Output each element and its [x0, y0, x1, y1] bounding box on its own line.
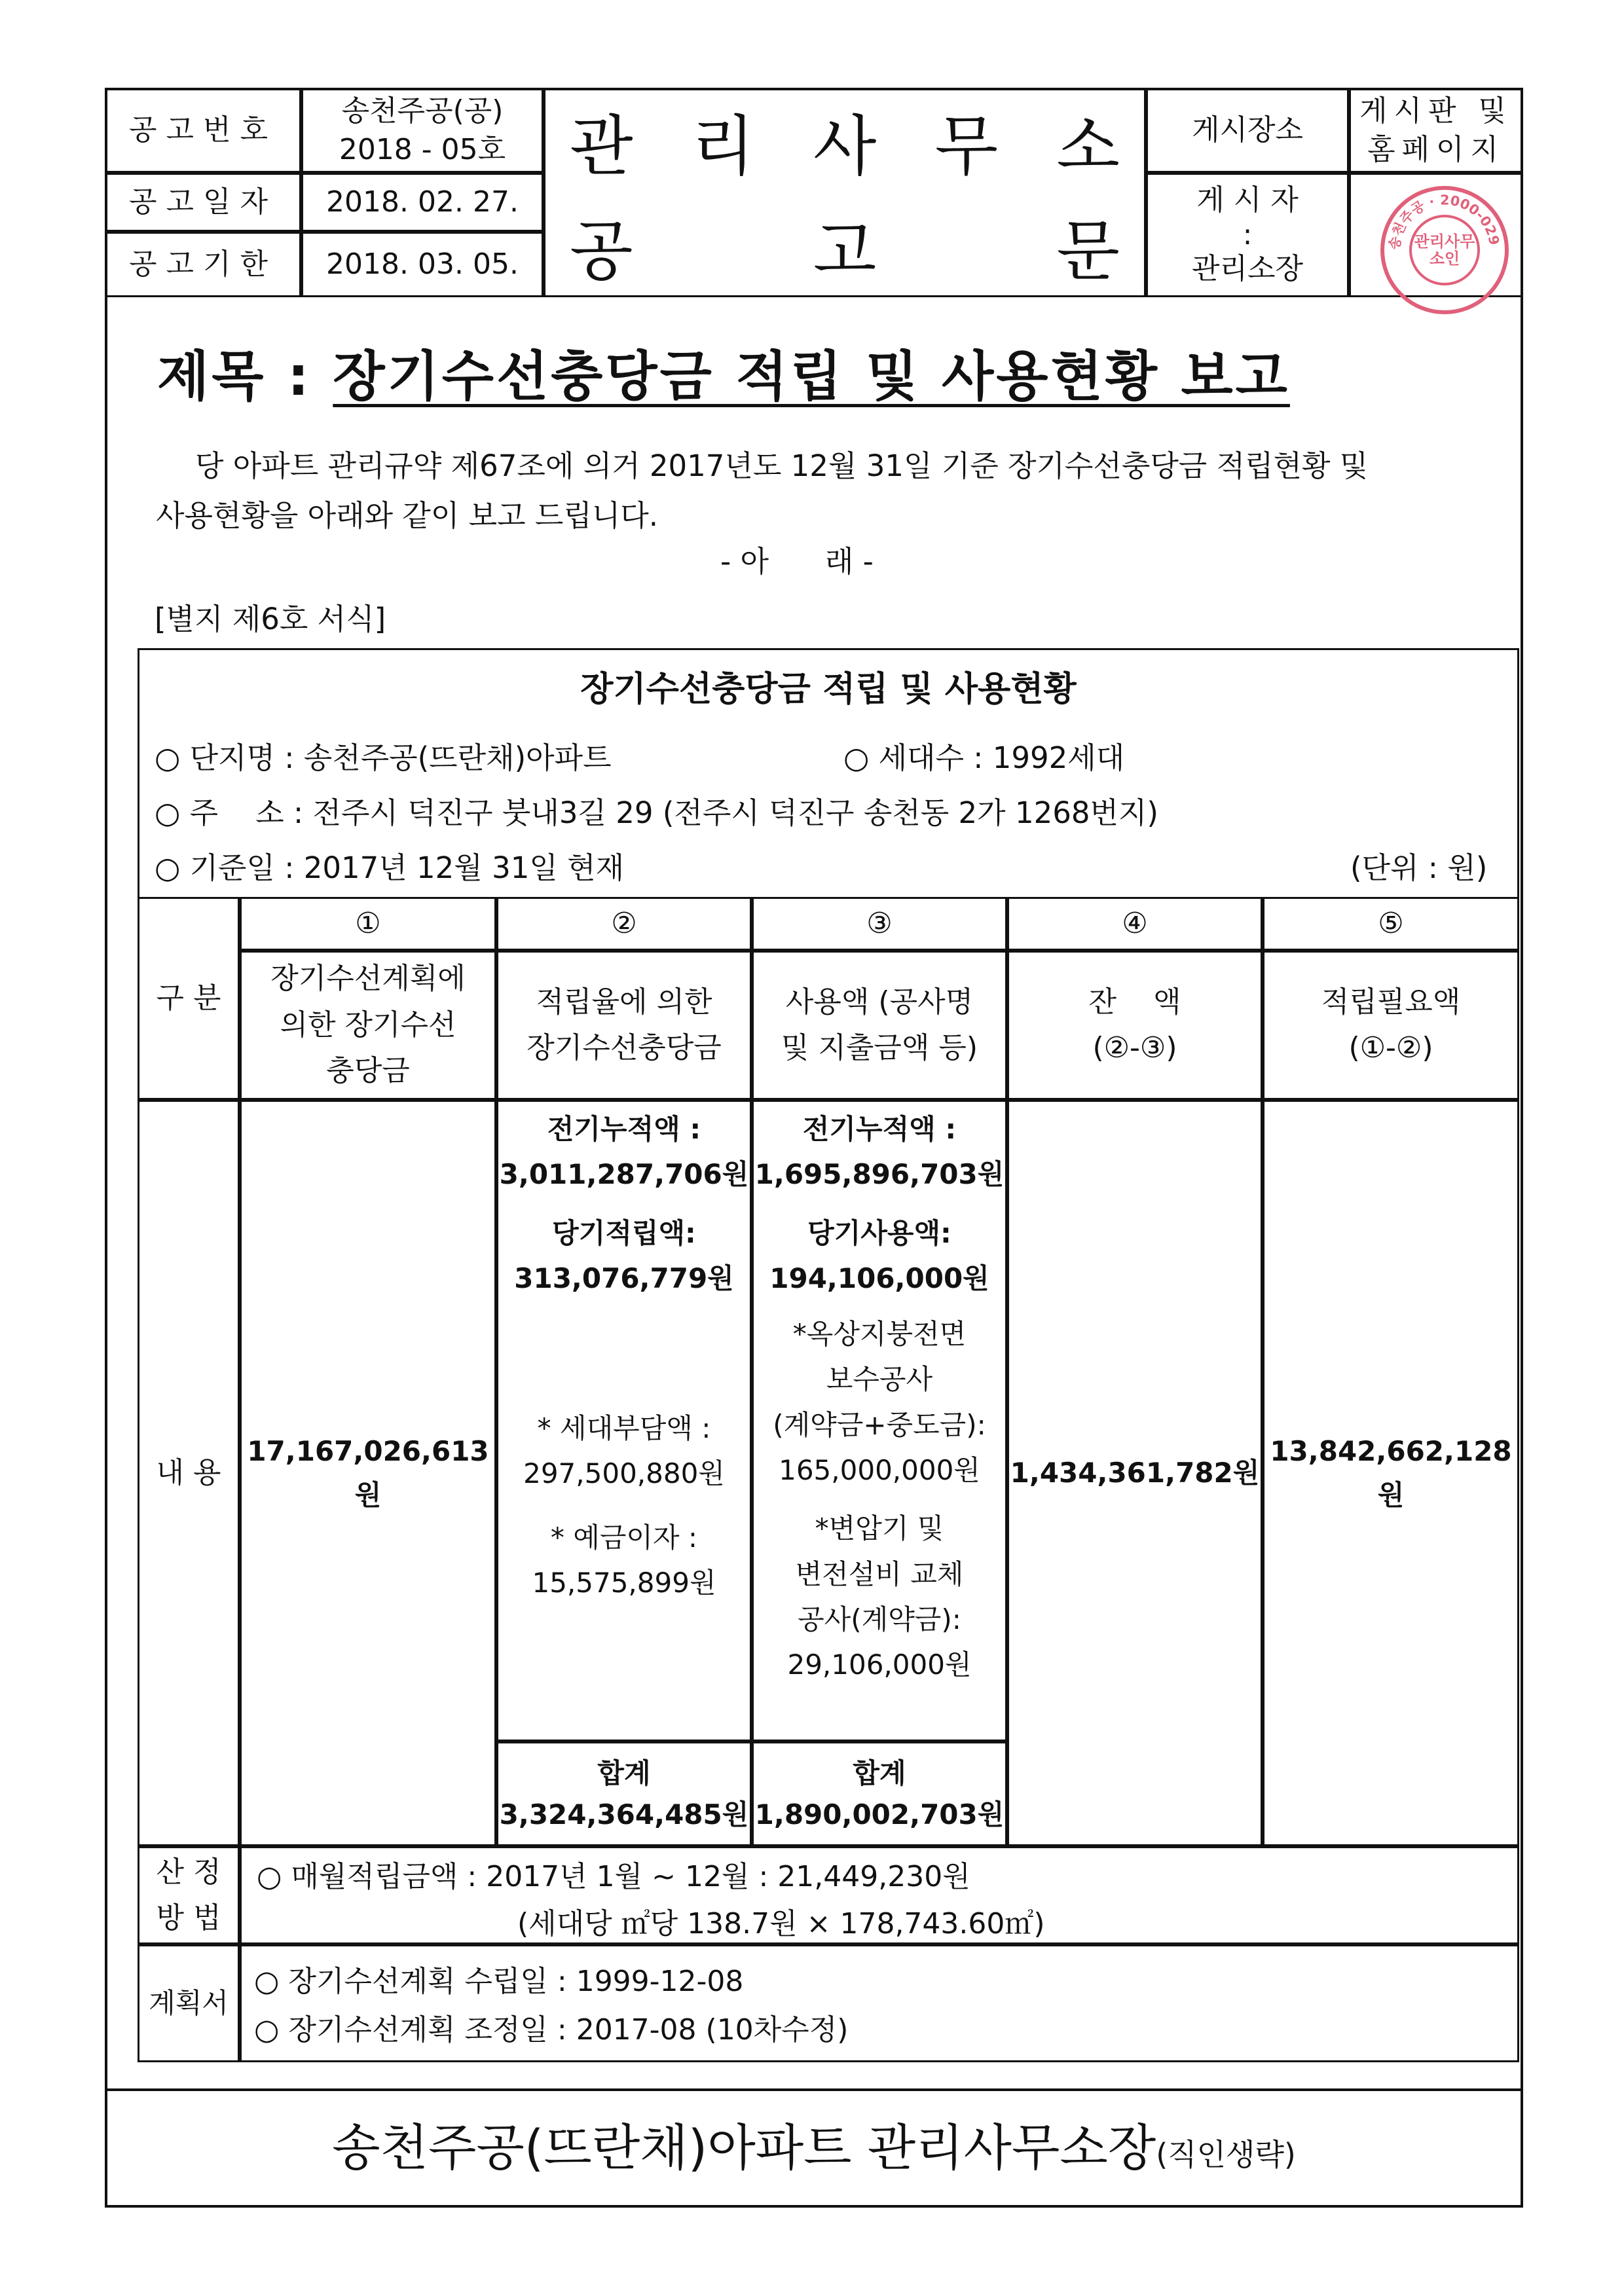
poster-label — [1146, 173, 1349, 297]
col2-details — [496, 1106, 752, 1605]
notice-title-char: 고 — [813, 213, 877, 289]
notice-title-char: 문 — [1056, 213, 1120, 289]
notice-title-char: 공 — [570, 213, 633, 289]
col3-total — [752, 1741, 1007, 1846]
address: ○ 주 소 : 전주시 덕진구 붓내3길 29 (전주시 덕진구 송천동 2가 1268번지) — [155, 795, 1158, 830]
col-num-3: ③ — [752, 897, 1007, 951]
col-num-4: ④ — [1007, 897, 1263, 951]
col3-total-label: 합계 — [853, 1757, 906, 1789]
post-place-value — [1349, 88, 1523, 173]
col3-total-value: 1,890,002,703원 — [754, 1798, 1005, 1831]
col5-value: 13,842,662,128원 — [1263, 1100, 1519, 1846]
col3-prev-label: 전기누적액 : — [802, 1113, 957, 1145]
category-label: 구 분 — [138, 897, 240, 1100]
col2-total-label: 합계 — [597, 1757, 651, 1789]
intro-line1: 당 아파트 관리규약 제67조에 의거 2017년도 12월 31일 기준 장기수선충당금 적립현황 및 — [195, 448, 1369, 483]
footer-divider — [105, 2088, 1523, 2091]
poster-label-line2: : — [1242, 217, 1253, 251]
col3-item2-line2: 변전설비 교체 — [795, 1558, 964, 1590]
base-date: ○ 기준일 : 2017년 12월 31일 현재 — [155, 850, 625, 885]
method-line1: ○ 매월적립금액 : 2017년 1월 ~ 12월 : 21,449,230원 — [257, 1860, 970, 1893]
col-header-2: 적립율에 의한 장기수선충당금 — [496, 951, 752, 1100]
col3-item2-line1: *변압기 및 — [815, 1512, 944, 1545]
notice-date-value: 2018. 02. 27. — [301, 173, 544, 232]
col1-value: 17,167,026,613원 — [240, 1100, 496, 1846]
col2-total — [496, 1741, 752, 1846]
table-heading: 장기수선충당금 적립 및 사용현황 — [580, 670, 1077, 709]
poster-label-line3: 관리소장 — [1191, 252, 1303, 286]
plan-line2: ○ 장기수선계획 조정일 : 2017-08 (10차수정) — [254, 2013, 849, 2047]
notice-no-value-line1: 송천주공(공) — [341, 94, 504, 128]
col-num-5: ⑤ — [1263, 897, 1519, 951]
post-place-value-line1: 게시판 및 — [1359, 94, 1513, 128]
col2-total-value: 3,324,364,485원 — [499, 1798, 749, 1831]
col2-curr-label: 당기적립액: — [552, 1216, 696, 1249]
notice-no-label: 공고번호 — [105, 88, 301, 173]
col-num-2: ② — [496, 897, 752, 951]
col3-item2-line4: 29,106,000원 — [787, 1649, 972, 1681]
col3-item1-line3: (계약금+중도금): — [773, 1408, 986, 1441]
seal-center: 관리사무소인 — [1409, 215, 1480, 285]
col-header-4: 잔 액 (②-③) — [1007, 951, 1263, 1100]
footer-seal-omitted: (직인생략) — [1156, 2137, 1296, 2172]
notice-date-label: 공고일자 — [105, 173, 301, 232]
col2-interest-label: * 예금이자 : — [550, 1521, 698, 1554]
col3-item1-line2: 보수공사 — [826, 1363, 933, 1396]
svg-text:송천주공 · 2000-029: 송천주공 · 2000-029 — [1386, 192, 1503, 251]
notice-deadline-value: 2018. 03. 05. — [301, 232, 544, 297]
col-header-5: 적립필요액 (①-②) — [1263, 951, 1519, 1100]
col3-details — [752, 1106, 1007, 1688]
plan-label: 계획서 — [138, 1944, 240, 2062]
office-title-char: 사 — [813, 108, 877, 185]
notice-no-value — [301, 88, 544, 173]
col3-curr-label: 당기사용액: — [807, 1216, 951, 1249]
col2-household-label: * 세대부담액 : — [537, 1412, 711, 1445]
col3-curr-value: 194,106,000원 — [769, 1262, 989, 1294]
intro-below: - 아 래 - — [720, 544, 874, 579]
form-label: [별지 제6호 서식] — [155, 602, 386, 636]
title-prefix: 제목 : — [157, 346, 333, 408]
col4-value: 1,434,361,782원 — [1007, 1100, 1263, 1846]
title-text: 장기수선충당금 적립 및 사용현황 보고 — [333, 346, 1290, 408]
complex-name: ○ 단지명 : 송천주공(뜨란채)아파트 — [155, 740, 612, 775]
method-line2: (세대당 ㎡당 138.7원 × 178,743.60㎡) — [517, 1907, 1045, 1941]
notice-no-value-line2: 2018 - 05호 — [339, 133, 506, 166]
method-label: 산 정 방 법 — [138, 1846, 240, 1944]
col3-item2-line3: 공사(계약금): — [798, 1603, 961, 1635]
unit-label: (단위 : 원) — [1350, 850, 1488, 885]
document-title — [157, 334, 1290, 410]
col-header-3: 사용액 (공사명 및 지출금액 등) — [752, 951, 1007, 1100]
col2-prev-value: 3,011,287,706원 — [499, 1158, 749, 1191]
office-title-char: 무 — [934, 108, 999, 185]
post-place-value-line2: 홈페이지 — [1367, 133, 1505, 166]
office-title-char: 관 — [570, 108, 633, 185]
col3-prev-value: 1,695,896,703원 — [754, 1158, 1005, 1191]
col2-household-value: 297,500,880원 — [523, 1457, 725, 1490]
col-num-1: ① — [240, 897, 496, 951]
poster-label-line1: 게 시 자 — [1196, 183, 1299, 217]
col2-interest-value: 15,575,899원 — [532, 1567, 716, 1599]
notice-deadline-label: 공고기한 — [105, 232, 301, 297]
content-label: 내 용 — [138, 1100, 240, 1846]
intro-line2: 사용현황을 아래와 같이 보고 드립니다. — [156, 498, 659, 533]
col3-item1-line4: 165,000,000원 — [779, 1454, 980, 1487]
footer-signature — [105, 2108, 1523, 2179]
office-title-char: 소 — [1056, 108, 1120, 185]
post-place-label: 게시장소 — [1146, 88, 1349, 173]
official-seal-stamp — [1380, 186, 1509, 314]
plan-line1: ○ 장기수선계획 수립일 : 1999-12-08 — [254, 1965, 744, 1998]
col3-item1-line1: *옥상지붕전면 — [792, 1318, 967, 1351]
col2-curr-value: 313,076,779원 — [514, 1262, 734, 1294]
col2-prev-label: 전기누적액 : — [547, 1113, 701, 1145]
office-title — [570, 92, 1120, 190]
col-header-1: 장기수선계획에 의한 장기수선 충당금 — [240, 951, 496, 1100]
footer-main: 송천주공(뜨란채)아파트 관리사무소장 — [332, 2119, 1156, 2177]
notice-title — [570, 196, 1120, 295]
office-title-char: 리 — [691, 108, 755, 185]
households: ○ 세대수 : 1992세대 — [843, 740, 1125, 775]
